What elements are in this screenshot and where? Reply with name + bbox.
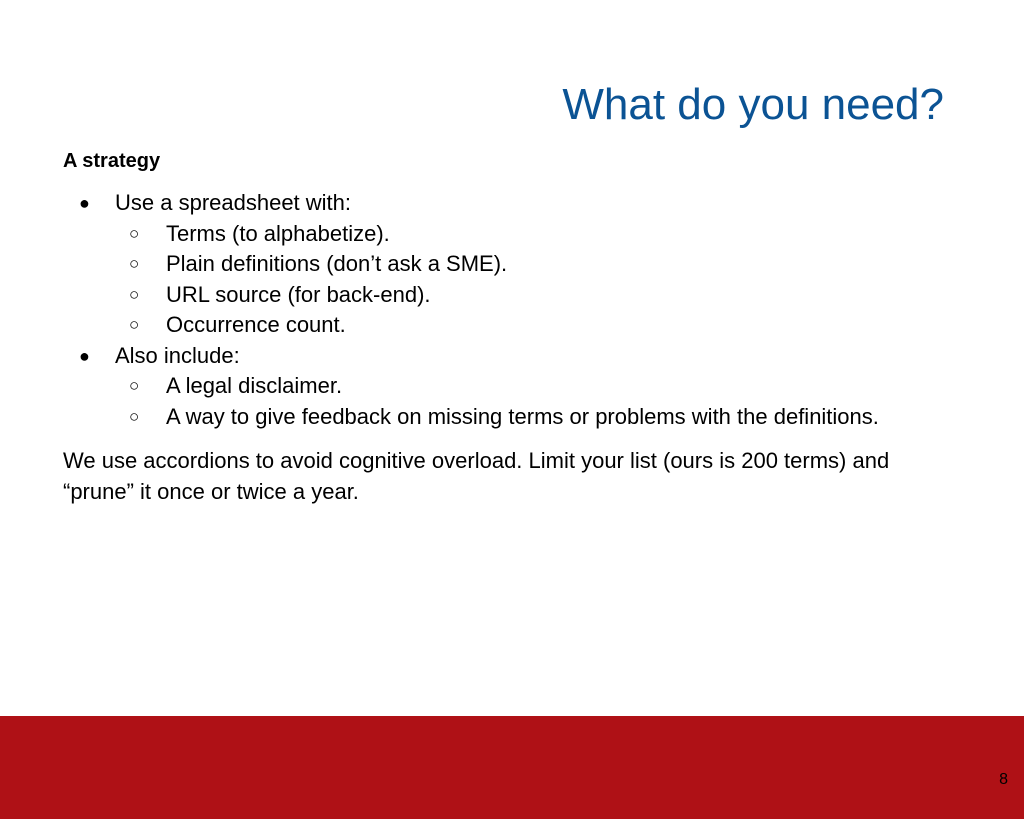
sub-bullet-text: Occurrence count.: [166, 312, 346, 337]
hollow-circle-icon: ○: [129, 315, 140, 334]
hollow-circle-icon: ○: [129, 223, 140, 243]
bullet-text: Use a spreadsheet with:: [115, 190, 352, 215]
page-number: 8: [999, 771, 1008, 788]
sub-bullet-text: URL source (for back-end).: [166, 281, 431, 307]
sub-bullet-item: [115, 371, 943, 402]
sub-bullet-text: A legal disclaimer.: [166, 373, 343, 398]
bullet-text: Also include:: [115, 342, 240, 368]
sub-bullet-item: [115, 310, 943, 341]
hollow-circle-icon: ○: [129, 254, 140, 273]
hollow-circle-icon: ○: [129, 376, 140, 395]
section-subtitle: A strategy: [63, 150, 161, 172]
hollow-circle-icon: ○: [129, 284, 140, 304]
sub-bullet-text: A way to give feedback on missing terms or problems with the definitions.: [166, 403, 879, 429]
body-paragraph: We use accordions to avoid cognitive overload. Limit your list (ours is 200 terms) and “prune” it once or twice a year.: [63, 448, 890, 504]
sub-bullet-item: [115, 219, 943, 250]
bullet-list: [63, 188, 943, 432]
hollow-circle-icon: ○: [129, 406, 140, 426]
bullet-item: [63, 188, 943, 341]
footer-band: [0, 716, 1024, 819]
sub-bullet-list: [115, 371, 943, 432]
bullet-item: [63, 341, 943, 433]
slide-title: What do you need?: [562, 80, 944, 129]
sub-bullet-item: [115, 402, 943, 433]
sub-bullet-text: Plain definitions (don’t ask a SME).: [166, 251, 508, 276]
sub-bullet-text: Terms (to alphabetize).: [166, 220, 390, 246]
sub-bullet-list: [115, 219, 943, 341]
bullet-dot-icon: ●: [79, 193, 90, 213]
bullet-dot-icon: ●: [79, 345, 90, 366]
sub-bullet-item: [115, 280, 943, 311]
sub-bullet-item: [115, 249, 943, 280]
slide-content: [63, 148, 943, 507]
